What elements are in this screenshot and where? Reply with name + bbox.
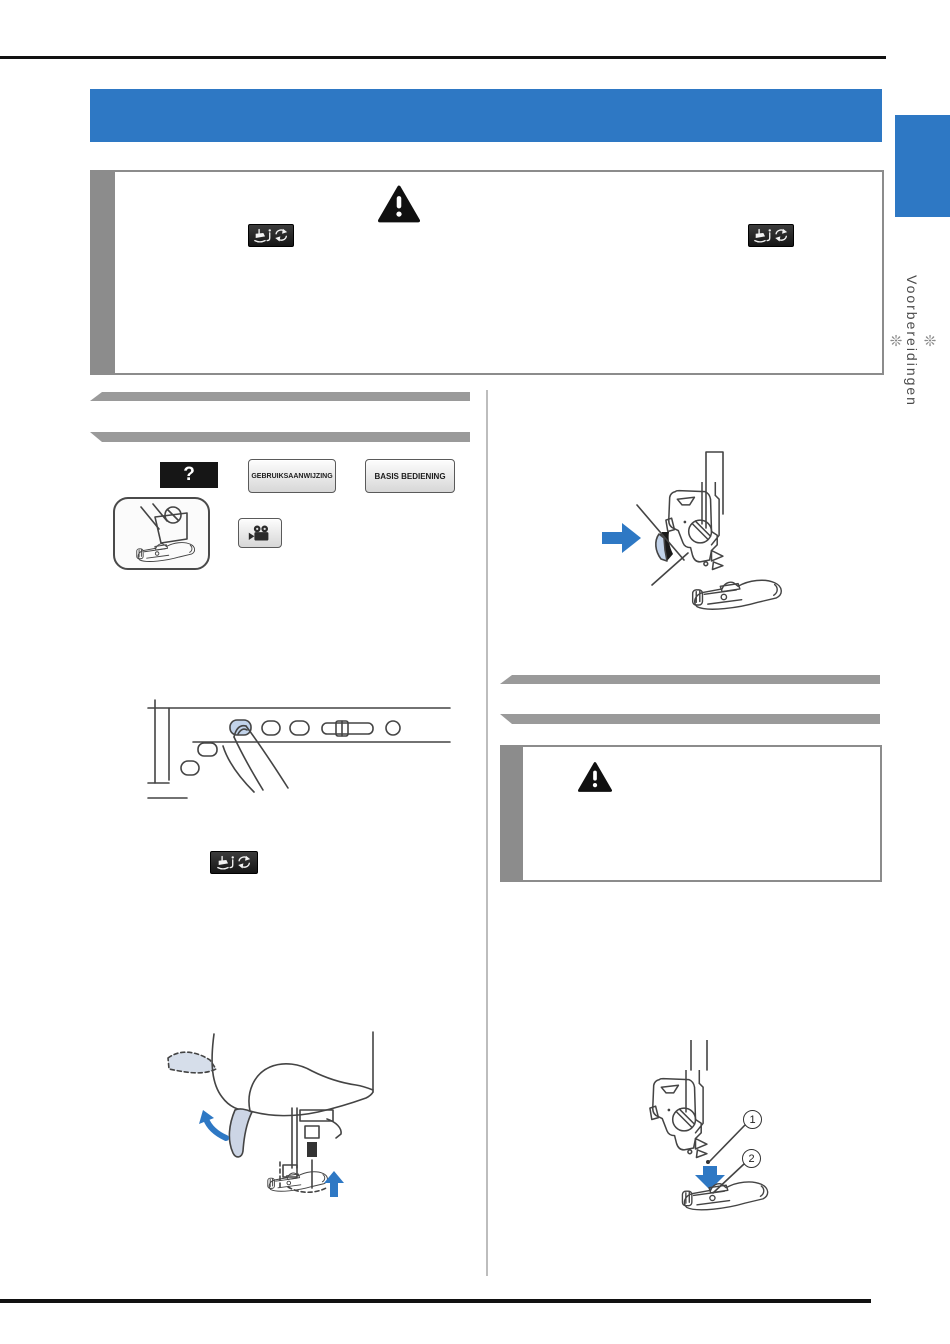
callout-1-number: 1 [749, 1113, 756, 1126]
caution-box-right [500, 745, 882, 882]
ornament-icon: ❊ [887, 332, 904, 350]
ornament-icon: ❊ [921, 332, 938, 350]
bottom-rule [0, 1299, 871, 1303]
video-button [238, 518, 282, 548]
sidebar-chapter-tab [895, 115, 950, 217]
section-heading-bar [500, 675, 880, 684]
chapter-title-bar [90, 89, 882, 142]
basic-operation-button [365, 459, 455, 493]
column-divider [486, 390, 488, 1276]
sidebar-vertical-label [887, 236, 938, 446]
figure-presser-foot-install [540, 1040, 870, 1270]
figure-operation-panel [130, 680, 460, 860]
presser-foot-attach-icon [113, 497, 210, 570]
callout-2-number: 2 [748, 1152, 755, 1165]
presser-foot-replace-button-icon [748, 224, 794, 247]
operation-manual-button [248, 459, 336, 493]
figure-machine-head-lever [140, 1020, 470, 1240]
section-heading-bar [500, 714, 880, 724]
caution-box-top [90, 170, 884, 375]
warning-triangle-icon [378, 184, 420, 224]
help-button [160, 462, 218, 488]
callout-2 [742, 1149, 761, 1168]
presser-foot-replace-button-icon [210, 851, 258, 874]
caution-side-strip [92, 172, 115, 373]
figure-presser-foot-remove-lever [560, 420, 890, 660]
callout-1 [743, 1110, 762, 1129]
basic-operation-label: BASIS BEDIENING [374, 471, 446, 481]
section-heading-bar [90, 392, 470, 401]
help-button-label: ? [183, 464, 195, 485]
section-heading-bar [90, 432, 470, 442]
caution-side-strip [502, 747, 523, 880]
chapter-name: Voorbereidingen [904, 275, 920, 407]
top-rule [0, 56, 886, 59]
warning-triangle-icon [578, 761, 612, 793]
operation-manual-label: GEBRUIKSAANWIJZING [251, 472, 333, 480]
video-camera-icon [246, 524, 274, 543]
presser-foot-replace-button-icon [248, 224, 294, 247]
